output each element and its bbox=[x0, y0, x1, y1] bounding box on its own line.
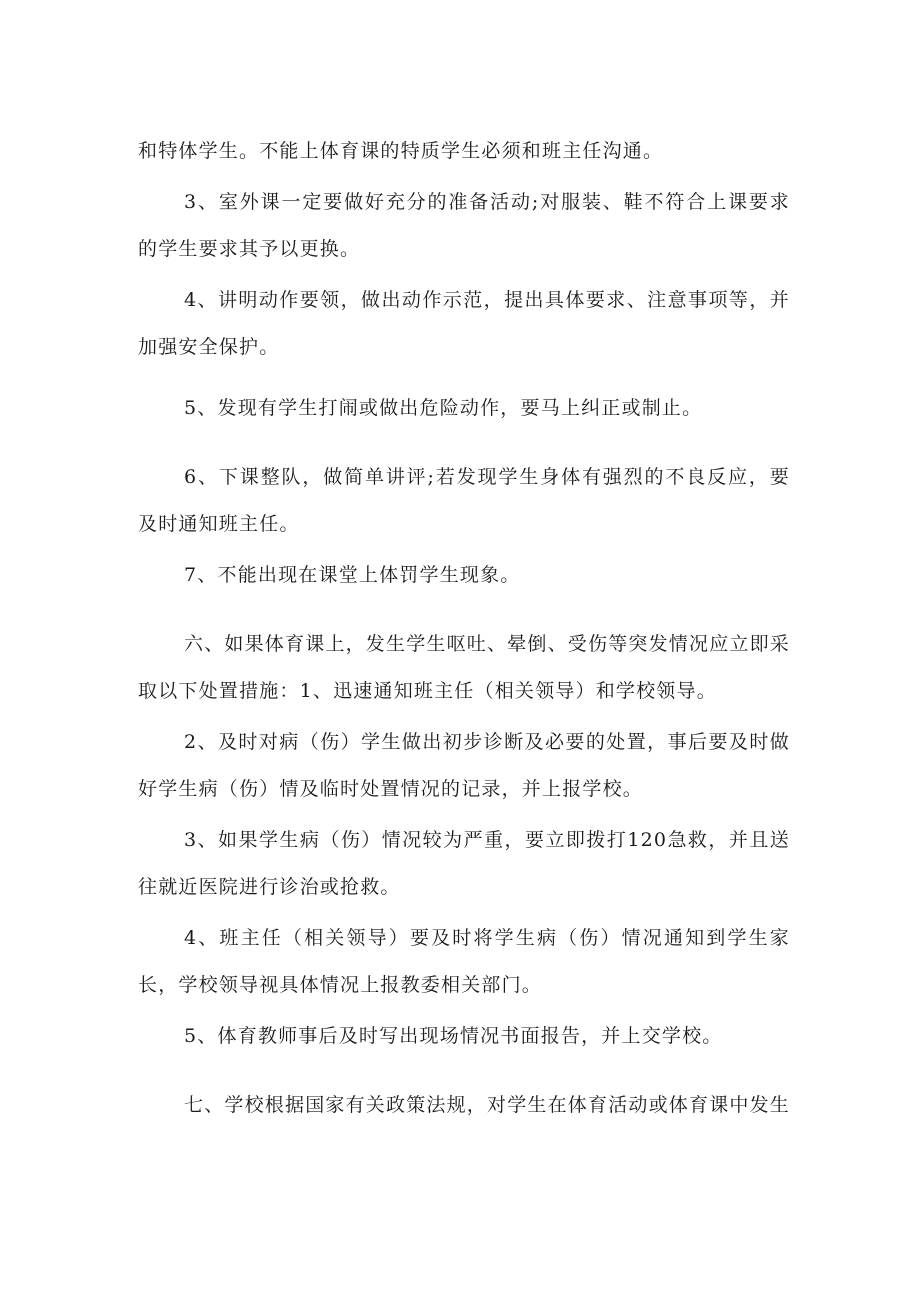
paragraph-section-6: 六、如果体育课上，发生学生呕吐、晕倒、受伤等突发情况应立即采取以下处置措施：1、迅速通知班主任（相关领导）和学校领导。 bbox=[138, 633, 791, 702]
paragraph-section-6-item-3: 3、如果学生病（伤）情况较为严重，要立即拨打120急救，并且送往就近医院进行诊治或抢救。 bbox=[138, 829, 790, 898]
paragraph-item-5: 5、发现有学生打闹或做出危险动作，要马上纠正或制止。 bbox=[184, 397, 703, 419]
paragraph-continuation: 和特体学生。不能上体育课的特质学生必须和班主任沟通。 bbox=[138, 140, 664, 162]
paragraph-item-7: 7、不能出现在课堂上体罚学生现象。 bbox=[184, 564, 521, 586]
paragraph-section-6-item-4: 4、班主任（相关领导）要及时将学生病（伤）情况通知到学生家长，学校领导视具体情况上报教委相关部门。 bbox=[138, 927, 790, 996]
document-body bbox=[138, 128, 790, 1129]
paragraph-section-6-item-2: 2、及时对病（伤）学生做出初步诊断及必要的处置，事后要及时做好学生病（伤）情及临时处置情况的记录，并上报学校。 bbox=[138, 731, 790, 800]
paragraph-item-4: 4、讲明动作要领，做出动作示范，提出具体要求、注意事项等，并加强安全保护。 bbox=[138, 289, 790, 358]
paragraph-item-6: 6、下课整队，做简单讲评;若发现学生身体有强烈的不良反应，要及时通知班主任。 bbox=[138, 466, 790, 535]
paragraph-section-6-item-5: 5、体育教师事后及时写出现场情况书面报告，并上交学校。 bbox=[184, 1025, 723, 1047]
paragraph-item-3: 3、室外课一定要做好充分的准备活动;对服装、鞋不符合上课要求的学生要求其予以更换。 bbox=[138, 191, 790, 260]
paragraph-section-7: 七、学校根据国家有关政策法规，对学生在体育活动或体育课中发生 bbox=[184, 1094, 791, 1116]
